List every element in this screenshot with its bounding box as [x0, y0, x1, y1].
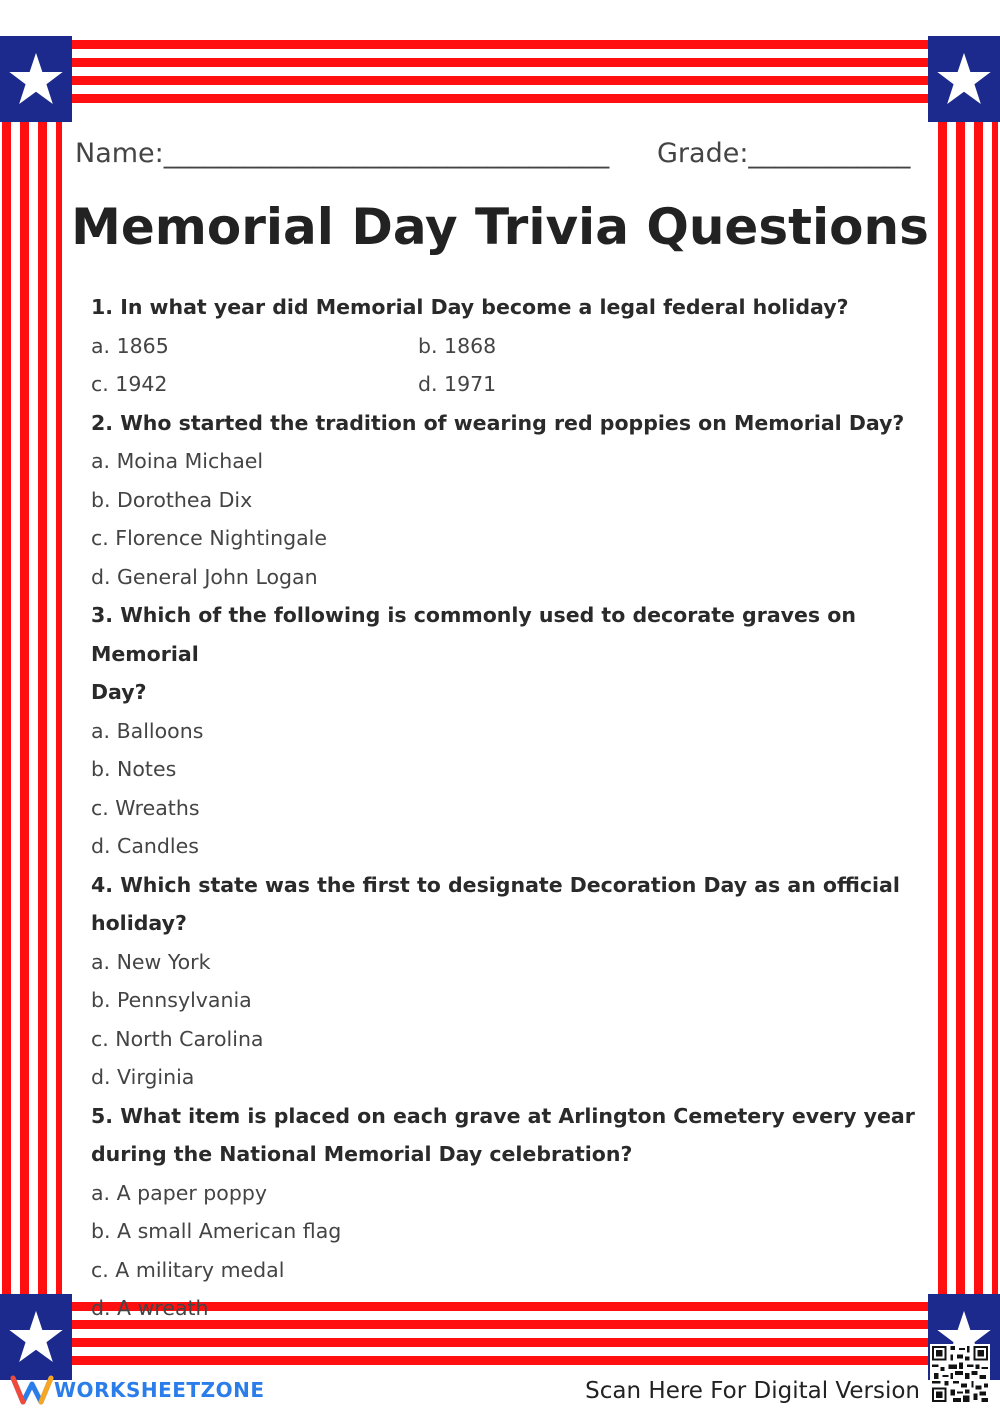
answer-option: b. Pennsylvania — [91, 988, 252, 1012]
question-text: 3. Which of the following is commonly used to decorate graves on Memorial — [91, 603, 856, 666]
question-2 — [91, 404, 921, 597]
question-list — [91, 288, 921, 1328]
star-icon — [935, 50, 993, 108]
question-text: 4. Which state was the first to designate Decoration Day as an official — [91, 872, 900, 897]
answer-option: a. Balloons — [91, 718, 204, 743]
answer-option: c. Florence Nightingale — [91, 526, 327, 550]
answer-option: b. 1868 — [418, 333, 497, 358]
question-4 — [91, 866, 921, 1097]
answer-option: a. 1865 — [91, 333, 169, 358]
corner-star-top-left — [0, 36, 72, 122]
answer-option: b. A small American flag — [91, 1219, 342, 1243]
grade-field-label: Grade:____________ — [657, 138, 911, 169]
answer-option: d. General John Logan — [91, 564, 318, 589]
qr-code-icon[interactable] — [930, 1344, 990, 1404]
name-field-label: Name:_________________________________ — [75, 138, 610, 169]
question-text-continued: Day? — [91, 680, 147, 704]
answer-option: d. Candles — [91, 834, 199, 858]
page-title: Memorial Day Trivia Questions — [71, 198, 929, 256]
answer-option: d. A wreath — [91, 1296, 209, 1320]
question-text: 1. In what year did Memorial Day become a legal federal holiday? — [91, 295, 849, 319]
scan-caption: Scan Here For Digital Version — [585, 1378, 920, 1404]
answer-option: b. Dorothea Dix — [91, 487, 253, 512]
top-stripe-border — [70, 40, 930, 112]
question-3 — [91, 596, 921, 866]
answer-option: b. Notes — [91, 757, 177, 781]
worksheetzone-logo-icon — [10, 1374, 54, 1406]
answer-option: d. Virginia — [91, 1065, 195, 1089]
answer-option: c. Wreaths — [91, 795, 200, 820]
question-1 — [91, 288, 921, 404]
question-text: 5. What item is placed on each grave at Arlington Cemetery every year — [91, 1103, 915, 1128]
answer-option: a. A paper poppy — [91, 1180, 267, 1205]
answer-option: c. North Carolina — [91, 1026, 264, 1051]
right-stripe-border — [938, 122, 998, 1300]
star-icon — [7, 1308, 65, 1366]
corner-star-bottom-left — [0, 1294, 72, 1380]
brand-logo[interactable] — [10, 1374, 264, 1406]
question-text-continued: during the National Memorial Day celebration? — [91, 1142, 633, 1166]
answer-option: c. 1942 — [91, 372, 168, 396]
question-text: 2. Who started the tradition of wearing red poppies on Memorial Day? — [91, 410, 905, 435]
question-text-continued: holiday? — [91, 911, 187, 935]
answer-option: c. A military medal — [91, 1257, 285, 1282]
star-icon — [7, 50, 65, 108]
question-5 — [91, 1097, 921, 1328]
left-stripe-border — [2, 122, 62, 1300]
corner-star-top-right — [928, 36, 1000, 122]
answer-option: d. 1971 — [418, 372, 497, 396]
answer-option: a. New York — [91, 949, 211, 974]
brand-name: WORKSHEETZONE — [54, 1378, 265, 1402]
answer-option: a. Moina Michael — [91, 449, 264, 473]
